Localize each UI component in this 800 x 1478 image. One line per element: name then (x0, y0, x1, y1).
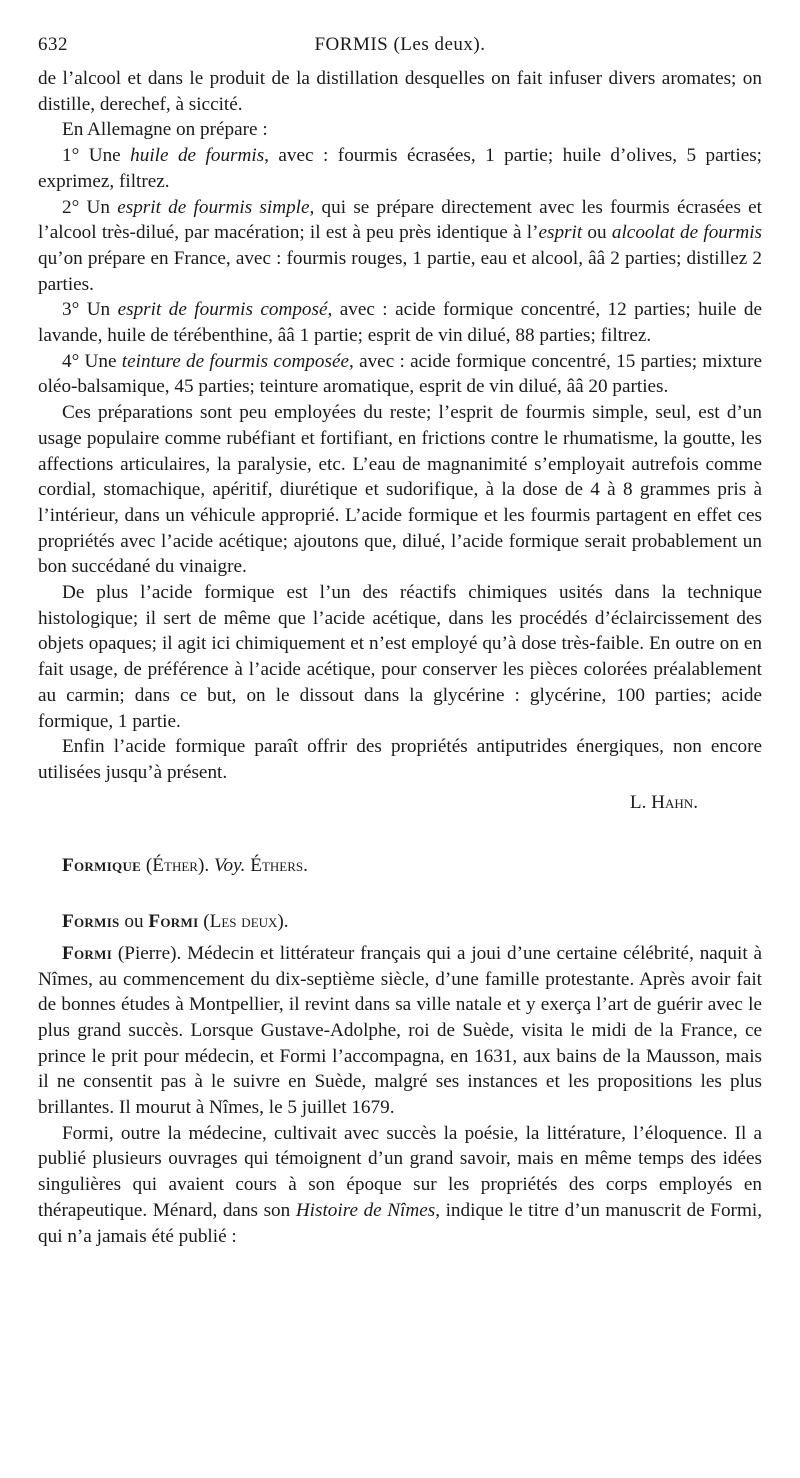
text: , avec : acide formique concentré, 12 parties; huile de lavande, huile de térébenthine, ââ 1 partie; esprit de vin dilué, 88 parties; filtrez. (38, 299, 762, 347)
paragraph-works (38, 1121, 762, 1250)
text: (Éther). (141, 855, 214, 877)
paragraph-intro (38, 117, 762, 143)
text: 4° Une (62, 350, 122, 372)
text: , avec : acide formique concentré, 15 parties; mixture oléo-balsamique, 45 parties; teinture aromatique, esprit de vin dilué, ââ 20 parties. (38, 350, 762, 398)
text: De plus l’acide formique est l’un des réactifs chimiques usités dans la technique histologique; il sert de même que l’acide acétique, dans les procédés d’éclaircissement des objets opaques; il agit ici chimiquement et n’est employé qu’à dose très-faible. En outre on en fait usage, de préférence à l’acide acétique, pour conserver les pièces colorées préalablement au carmin; dans ce but, on le dissout dans la glycérine : glycérine, 100 parties; acide formique, 1 partie. (38, 582, 762, 732)
text: , avec : fourmis écrasées, 1 partie; huile d’olives, 5 parties; exprimez, filtrez. (38, 145, 763, 192)
text: (Les deux). (198, 911, 289, 933)
entry-heading-formis (38, 909, 762, 935)
text: En Allemagne on prépare : (62, 119, 268, 141)
text: , qui se prépare directement avec les fourmis écrasées et l’alcool très-dilué, par macération; il est à peu près identique à l’ (38, 196, 762, 244)
entry-term: Formi (148, 911, 199, 933)
italic-title: Histoire de Nîmes (295, 1199, 436, 1221)
italic-term: huile de fourmis (130, 145, 265, 167)
paragraph-usage (38, 400, 762, 580)
italic-term: esprit (538, 222, 583, 244)
italic-term: esprit de fourmis composé (117, 299, 328, 321)
text: Formi, outre la médecine, cultivait avec succès la poésie, la littérature, l’éloquence. Il a publié plusieurs ouvrages qui témoignent d’un grand savoir, mais en même temps des idées singulières qui avaient cours à son époque sur les propriétés des corps employés en thérapeutique. Ménard, dans son (38, 1122, 762, 1221)
entry-name: Formi (62, 942, 113, 964)
italic-term: alcoolat de fourmis (611, 222, 763, 244)
running-head: FORMIS (Les deux). (314, 34, 486, 55)
text: ou (119, 911, 149, 933)
text: 3° Un (62, 299, 118, 321)
italic-term: Voy. (213, 855, 246, 877)
cross-reference: Éthers. (245, 855, 308, 877)
author-signature: L. Hahn. (629, 791, 698, 813)
text: Ces préparations sont peu employées du reste; l’esprit de fourmis simple, seul, est d’un usage populaire comme rubéfiant et fortifiant, en frictions contre le rhumatisme, la goutte, les affections articulaires, la paralysie, etc. L’eau de magnanimité s’employait autrefois comme cordial, stomachique, apéritif, diurétique et sudorifique, à la dose de 4 à 8 grammes pris à l’intérieur, dans un véhicule approprié. L’acide formique et les fourmis partagent en effet ces propriétés avec l’acide acétique; ajoutons que, dilué, l’acide formique serait probablement un bon succédané du vinaigre. (38, 402, 762, 578)
entry-term: Formique (62, 855, 142, 877)
paragraph-biography (38, 941, 762, 1121)
page-number: 632 (38, 34, 68, 55)
text: ou (582, 222, 612, 244)
text: , indique le titre d’un manuscrit de Formi, qui n’a jamais été publié : (38, 1199, 763, 1247)
list-item-1 (38, 143, 762, 194)
text: Enfin l’acide formique paraît offrir des propriétés antiputrides énergiques, non encore utilisées jusqu’à présent. (38, 736, 762, 783)
page-body (38, 66, 762, 1249)
italic-term: teinture de fourmis composée (121, 350, 349, 372)
paragraph-histology (38, 580, 762, 734)
italic-term: esprit de fourmis simple (117, 196, 310, 218)
text: 2° Un (62, 196, 118, 218)
entry-term: Formis (62, 911, 120, 933)
paragraph-conclusion (38, 734, 762, 785)
paragraph-continuation (38, 66, 762, 117)
page-header (38, 34, 762, 60)
text: qu’on prépare en France, avec : fourmis rouges, 1 partie, eau et alcool, ââ 2 parties; distillez 2 parties. (38, 247, 762, 295)
entry-heading-formique (38, 853, 762, 879)
list-item-2 (38, 195, 762, 298)
list-item-4 (38, 349, 762, 400)
list-item-3 (38, 297, 762, 348)
text: 1° Une (62, 145, 131, 167)
text: de l’alcool et dans le produit de la distillation desquelles on fait infuser divers aromates; on distille, derechef, à siccité. (38, 68, 762, 115)
text: (Pierre). Médecin et littérateur français qui a joui d’une certaine célébrité, naquit à Nîmes, au commencement du dix-septième siècle, d’une famille protestante. Après avoir fait de bonnes études à Montpellier, il revint dans sa ville natale et y exerça l’art de guérir avec le plus grand succès. Lorsque Gustave-Adolphe, roi de Suède, visita le midi de la France, ce prince le prit pour médecin, et Formi l’accompagna, en 1631, aux bains de la Mausson, mais il ne consentit pas à le suivre en Suède, malgré ses instances et les propositions les plus brillantes. Il mourut à Nîmes, le 5 juillet 1679. (38, 942, 762, 1119)
